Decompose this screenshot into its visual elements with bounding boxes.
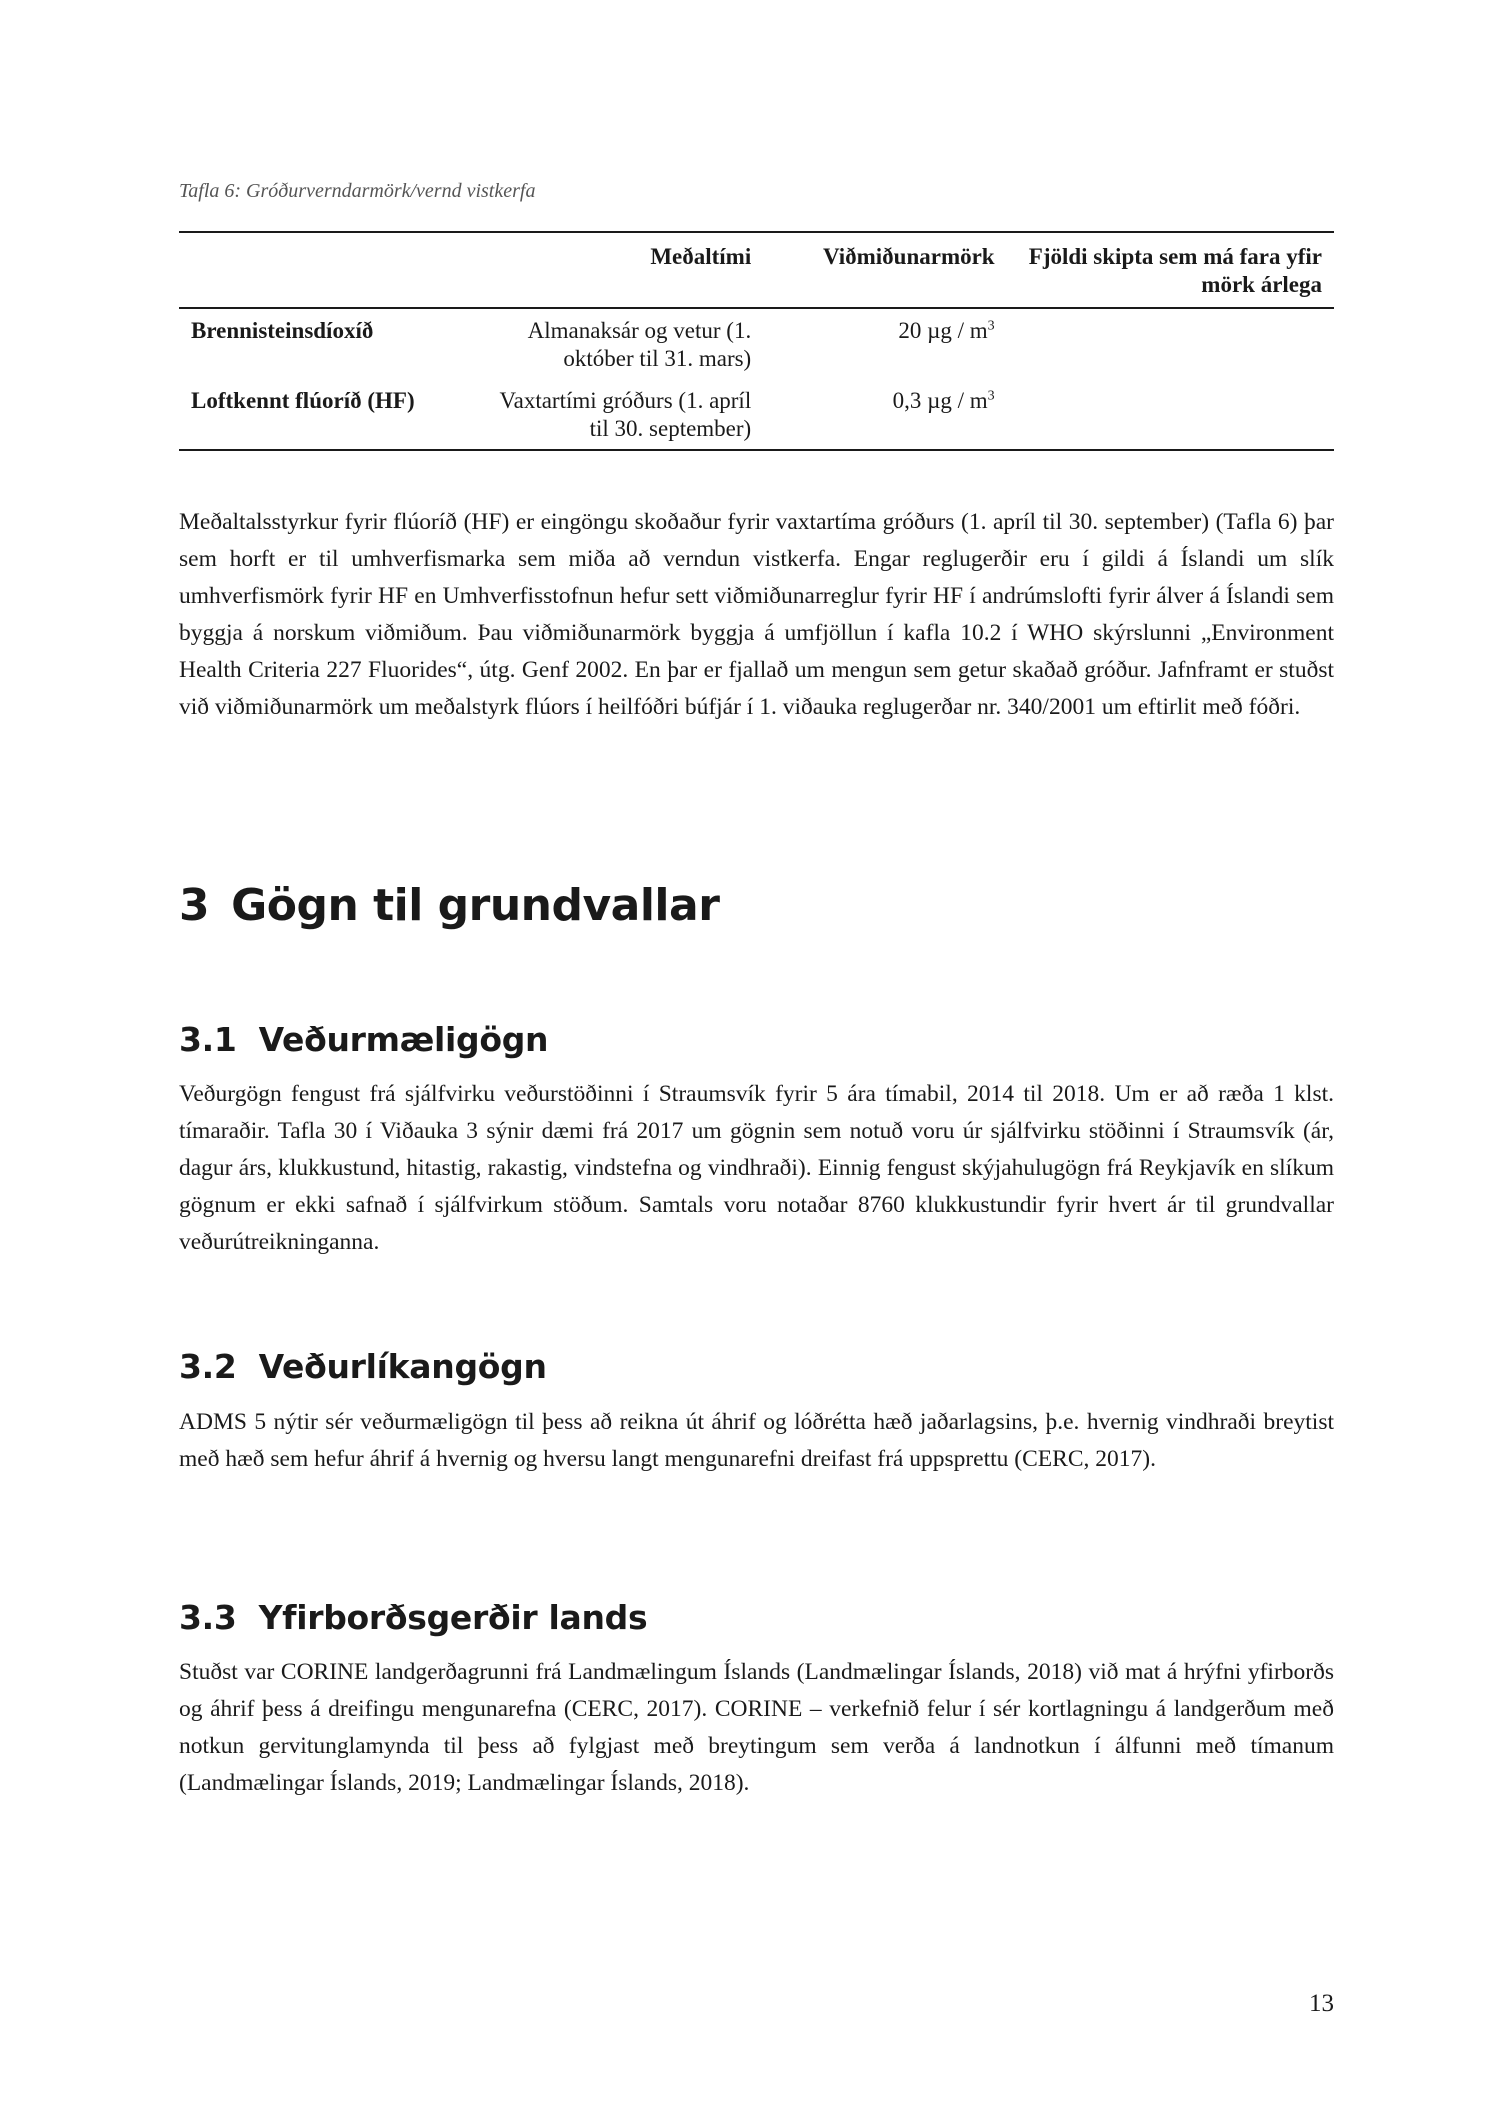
limit-exponent: 3 (987, 388, 995, 404)
section-heading-3-3 (179, 1598, 647, 1637)
header-averaging-time: Meðaltími (650, 244, 752, 269)
limit-value: 0,3 µg / m (892, 388, 988, 413)
paragraph-weather-data: Veðurgögn fengust frá sjálfvirku veðurstöðinni í Straumsvík fyrir 5 ára tímabil, 2014 til 2018. Um er að ræða 1 klst. tímaraðir. Tafla 30 í Viðauka 3 sýnir dæmi frá 2017 um gögnin sem notuð voru úr sjálfvirku stöðinni í Straumsvík (ár, dagur árs, klukkustund, hitastig, rakastig, vindstefna og vindhraði). Einnig fengust skýjahulugögn frá Reykjavík en slíkum gögnum er ekki safnað í sjálfvirkum stöðum. Samtals voru notaðar 8760 klukkustundir fyrir hvert ár til grundvallar veðurútreikninganna. (179, 1081, 1334, 1255)
table-row (179, 379, 1334, 450)
header-limit-value: Viðmiðunarmörk (822, 244, 995, 269)
exceedance-count (1007, 379, 1334, 450)
table-caption: Tafla 6: Gróðurverndarmörk/vernd vistkerfa (179, 180, 536, 202)
header-empty (179, 232, 477, 308)
section-number: 3.1 (179, 1020, 237, 1059)
section-title: Yfirborðsgerðir lands (258, 1598, 648, 1637)
header-exceedance-count: Fjöldi skipta sem má fara yfir mörk árlega (1028, 244, 1322, 297)
paragraph-fluoride: Meðaltalsstyrkur fyrir flúoríð (HF) er eingöngu skoðaður fyrir vaxtartíma gróðurs (1. apríl til 30. september) (Tafla 6) þar sem horft er til umhverfismarka sem miða að verndun vistkerfa. Engar reglugerðir eru í gildi á Íslandi um slík umhverfismörk fyrir HF en Umhverfisstofnun hefur sett viðmiðunarreglur fyrir HF í andrúmslofti fyrir álver á Íslandi sem byggja á norskum viðmiðum. Þau viðmiðunarmörk byggja á umfjöllun í kafla 10.2 í WHO skýrslunni „Environment Health Criteria 227 Fluorides“, útg. Genf 2002. En þar er fjallað um mengun sem getur skaðað gróður. Jafnframt er stuðst við viðmiðunarmörk um meðalstyrk flúors í heilfóðri búfjár í 1. viðauka reglugerðar nr. 340/2001 um eftirlit með fóðri. (179, 509, 1334, 720)
averaging-period: Vaxtartími gróðurs (1. apríl til 30. september) (499, 388, 752, 441)
paragraph-weather-model: ADMS 5 nýtir sér veðurmæligögn til þess að reikna út áhrif og lóðrétta hæð jaðarlagsins, þ.e. hvernig vindhraði breytist með hæð sem hefur áhrif á hvernig og hversu langt mengunarefni dreifast frá uppsprettu (CERC, 2017). (179, 1409, 1334, 1472)
section-number: 3 (179, 880, 210, 931)
limits-table (179, 231, 1334, 451)
pollutant-name: Loftkennt flúoríð (HF) (191, 388, 415, 413)
section-title: Veðurlíkangögn (258, 1347, 547, 1386)
table-header-row (179, 232, 1334, 308)
pollutant-name: Brennisteinsdíoxíð (191, 318, 374, 343)
section-title: Veðurmæligögn (258, 1020, 549, 1059)
section-heading-3 (179, 880, 719, 931)
limit-value: 20 µg / m (898, 318, 988, 343)
section-number: 3.2 (179, 1347, 237, 1386)
limit-exponent: 3 (987, 318, 995, 334)
section-number: 3.3 (179, 1598, 237, 1637)
section-heading-3-1 (179, 1020, 548, 1059)
paragraph-land-cover: Stuðst var CORINE landgerðagrunni frá Landmælingum Íslands (Landmælingar Íslands, 2018) við mat á hrýfni yfirborðs og áhrif þess á dreifingu mengunarefna (CERC, 2017). CORINE – verkefnið felur í sér kortlagningu á landgerðum með notkun gervitunglamynda til þess að fylgjast með breytingum sem verða á landnotkun í álfunni með tímanum (Landmælingar Íslands, 2019; Landmælingar Íslands, 2018). (179, 1659, 1334, 1796)
limit-cell (763, 308, 1006, 379)
averaging-period: Almanaksár og vetur (1. október til 31. mars) (527, 318, 752, 371)
section-title: Gögn til grundvallar (231, 880, 720, 931)
exceedance-count (1007, 308, 1334, 379)
page-number: 13 (1309, 1990, 1334, 2017)
table-row (179, 308, 1334, 379)
limit-cell (763, 379, 1006, 450)
section-heading-3-2 (179, 1347, 547, 1386)
